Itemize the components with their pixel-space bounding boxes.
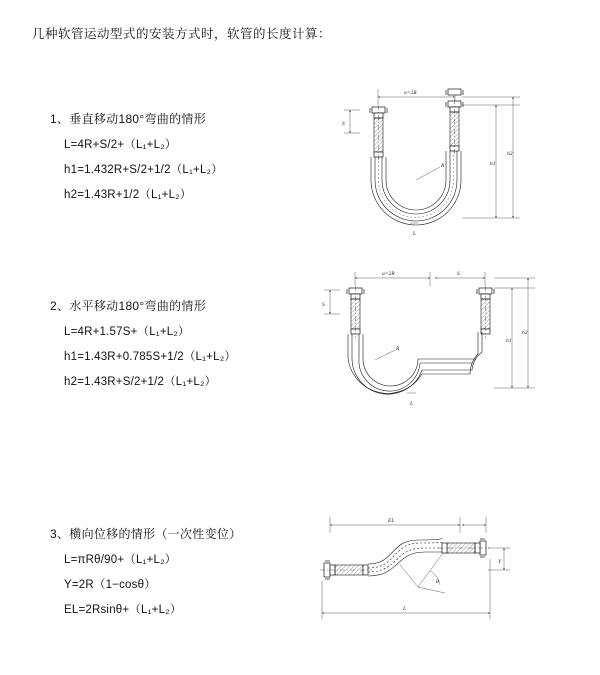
svg-text:S: S	[342, 121, 345, 127]
section-1-formula-2: h1=1.432R+S/2+1/2（L₁+L₂）	[64, 164, 223, 176]
dim-l-3: L	[403, 606, 407, 612]
section-1-text	[50, 110, 310, 211]
section-1-diagram	[300, 75, 550, 265]
section-2-formula-3: h2=1.43R+S/2+1/2（L₁+L₂）	[64, 376, 217, 388]
section-3-formula-2: Y=2R（1−cosθ）	[64, 579, 156, 591]
section-3-diagram	[300, 505, 550, 635]
section-2-diagram	[300, 262, 550, 432]
dim-el: EL	[388, 518, 395, 524]
dim-l: L	[413, 231, 417, 237]
lateral-offset-drawing	[300, 505, 550, 635]
section-2-title: 2、水平移动180°弯曲的情形	[50, 299, 206, 313]
section-2-formula-1: L=4R+1.57S+（L₁+L₂）	[64, 326, 190, 338]
dim-h2: h2	[507, 151, 513, 157]
section-1-formula-1: L=4R+S/2+（L₁+L₂）	[64, 139, 177, 151]
section-3-title: 3、横向位移的情形（一次性变位）	[50, 527, 242, 541]
section-1-title: 1、垂直移动180°弯曲的情形	[50, 112, 206, 126]
horizontal-180-drawing	[300, 262, 550, 432]
dim-r: R	[441, 163, 445, 169]
section-3-text	[50, 525, 310, 626]
svg-text:h2: h2	[522, 330, 528, 336]
dim-theta: θ	[436, 579, 439, 585]
dim-l-2: L	[410, 401, 414, 407]
dim-a-2r: a=2R	[404, 90, 417, 96]
section-3-formula-3: EL=2Rsinθ+（L₁+L₂）	[64, 604, 182, 616]
section-2-text	[50, 297, 310, 398]
section-1-formula-3: h2=1.43R+1/2（L₁+L₂）	[64, 189, 192, 201]
dim-y: Y	[498, 559, 502, 565]
svg-text:S: S	[457, 271, 460, 277]
section-3-formula-1: L=πRθ/90+（L₁+L₂）	[64, 554, 177, 566]
vertical-180-drawing	[300, 75, 550, 265]
dim-r-2: R	[396, 346, 400, 352]
svg-text:a=2R: a=2R	[382, 271, 395, 277]
dim-h1: h1	[490, 161, 496, 167]
section-2-formula-2: h1=1.43R+0.785S+1/2（L₁+L₂）	[64, 351, 237, 363]
document-intro: 几种软管运动型式的安装方式时，软管的长度计算：	[32, 27, 332, 41]
svg-text:S: S	[322, 302, 325, 308]
svg-text:h1: h1	[506, 338, 512, 344]
